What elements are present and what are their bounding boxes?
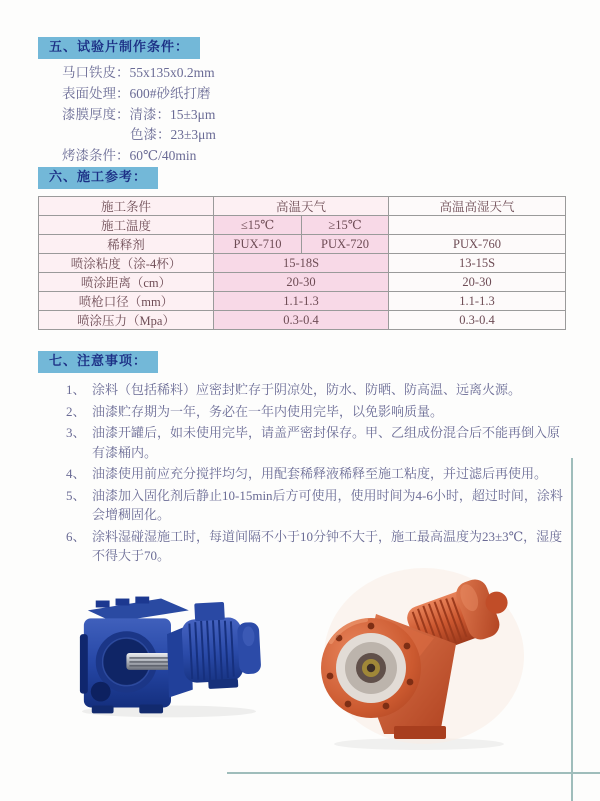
table-cell: 1.1-1.3 (214, 292, 389, 311)
precaution-text: 油漆开罐后，如未使用完毕，请盖严密封保存。甲、乙组成份混合后不能再倒入原有漆桶内。 (92, 425, 561, 460)
precaution-item (66, 527, 566, 566)
decorative-horizontal-rule (227, 772, 600, 774)
precaution-number: 3、 (66, 425, 86, 440)
precaution-number: 1、 (66, 382, 86, 397)
precaution-item (66, 423, 566, 462)
precaution-item (66, 464, 566, 484)
precaution-text: 涂料（包括稀料）应密封贮存于阴凉处，防水、防晒、防高温、远离火源。 (92, 382, 522, 397)
table-row (39, 235, 566, 254)
precaution-item (66, 402, 566, 422)
construction-reference-table (38, 196, 566, 330)
table-row (39, 254, 566, 273)
blue-gearmotor-photo (70, 582, 268, 722)
table-row (39, 292, 566, 311)
precaution-number: 4、 (66, 466, 86, 481)
table-cell: 15-18S (214, 254, 389, 273)
table-header-cell: 高温高湿天气 (389, 197, 566, 216)
table-header-cell: 高温天气 (214, 197, 389, 216)
precaution-text: 油漆使用前应充分搅拌均匀，用配套稀释液稀释至施工粘度，并过滤后再使用。 (92, 466, 548, 481)
precautions-list (66, 380, 566, 568)
table-cell: 喷涂粘度（涂-4杯） (39, 254, 214, 273)
table-row (39, 197, 566, 216)
table-row (39, 311, 566, 330)
condition-line: 马口铁皮：55x135x0.2mm (62, 65, 215, 80)
precaution-number: 5、 (66, 487, 86, 503)
table-cell: 施工温度 (39, 216, 214, 235)
table-cell: PUX-710 (214, 235, 302, 254)
precaution-text: 涂料湿碰湿施工时，每道间隔不小于10分钟不大于，施工最高温度为23±3℃，湿度不得大于70。 (92, 528, 563, 563)
section7-header: 七、注意事项： (38, 351, 158, 373)
table-cell: 1.1-1.3 (389, 292, 566, 311)
table-cell: 喷涂距离（cm） (39, 273, 214, 292)
decorative-vertical-rule (571, 458, 573, 801)
precaution-text: 油漆贮存期为一年，务必在一年内使用完毕，以免影响质量。 (92, 403, 444, 419)
table-cell: 0.3-0.4 (389, 311, 566, 330)
table-cell (389, 216, 566, 235)
precaution-item (66, 380, 566, 400)
table-row (39, 216, 566, 235)
section5-header: 五、试验片制作条件： (38, 37, 200, 59)
orange-gearmotor-photo (314, 566, 526, 754)
table-cell: ≥15℃ (302, 216, 389, 235)
table-cell: 20-30 (389, 273, 566, 292)
table-cell: 13-15S (389, 254, 566, 273)
table-cell: 稀释剂 (39, 235, 214, 254)
test-piece-conditions (62, 63, 216, 167)
table-cell: 20-30 (214, 273, 389, 292)
table-cell: 喷枪口径（mm） (39, 292, 214, 311)
precaution-number: 6、 (66, 528, 86, 544)
table-row (39, 273, 566, 292)
condition-line: 色漆：23±3μm (130, 127, 216, 143)
condition-line: 烤漆条件：60℃/40min (62, 148, 197, 164)
table-cell: PUX-760 (389, 235, 566, 254)
condition-line: 漆膜厚度：清漆：15±3μm (62, 106, 216, 122)
precaution-item (66, 486, 566, 525)
precaution-text: 油漆加入固化剂后静止10-15min后方可使用，使用时间为4-6小时，超过时间，涂料会增稠固化。 (92, 487, 563, 522)
table-cell: ≤15℃ (214, 216, 302, 235)
condition-line: 表面处理：600#砂纸打磨 (62, 85, 211, 101)
table-cell: 0.3-0.4 (214, 311, 389, 330)
table-cell: PUX-720 (302, 235, 389, 254)
section6-header: 六、施工参考： (38, 167, 158, 189)
table-header-cell: 施工条件 (39, 197, 214, 216)
precaution-number: 2、 (66, 403, 86, 419)
table-cell: 喷涂压力（Mpa） (39, 311, 214, 330)
